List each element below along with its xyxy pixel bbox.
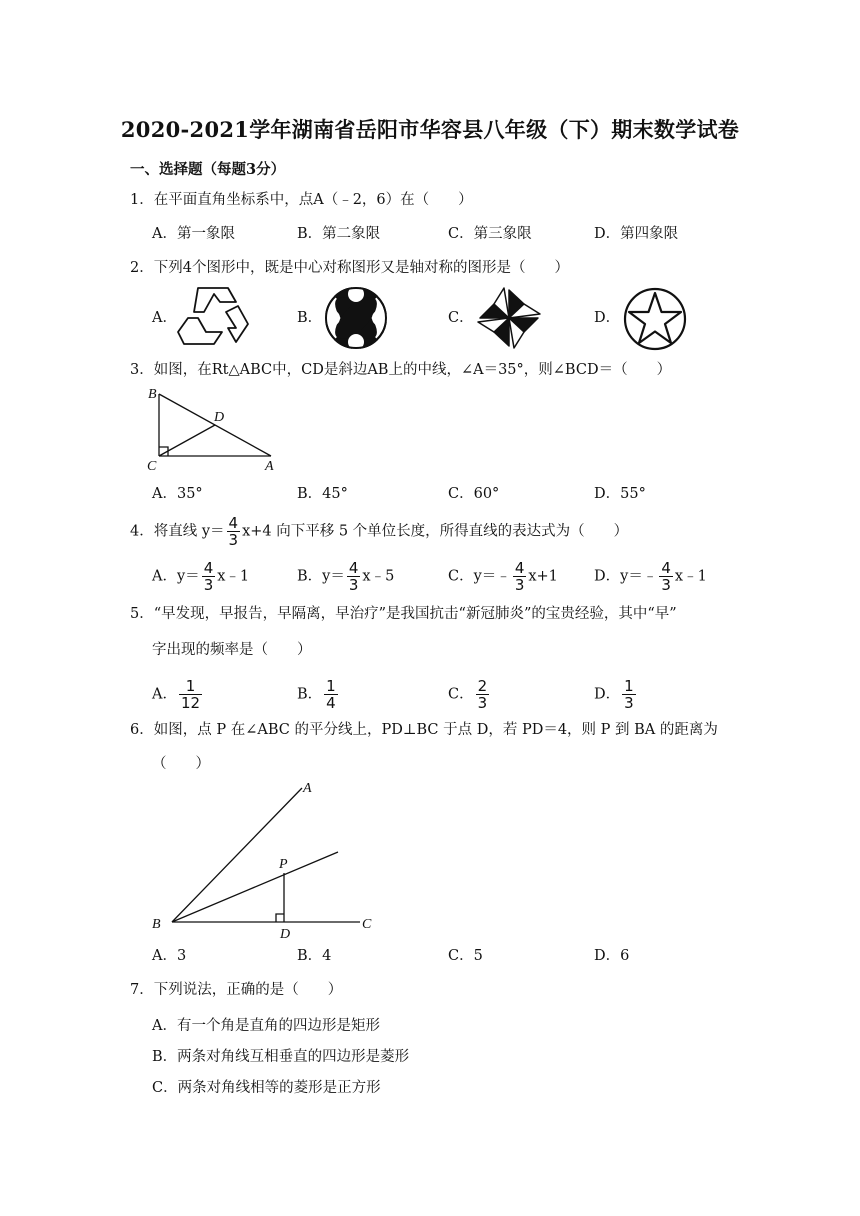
recycle-triangle-figure	[176, 284, 252, 348]
angle-label-p: P	[279, 857, 288, 872]
question-4-option-b: B．y＝ $\frac{4}{3}$ x﹣5	[297, 559, 395, 594]
angle-label-d: D	[280, 927, 291, 942]
triangle-label-a: A	[265, 459, 274, 474]
question-2-label-d: D．	[594, 310, 621, 326]
question-5-option-d: D． $\frac{1}{3}$	[594, 677, 634, 712]
question-4-option-d: D．y＝﹣ $\frac{4}{3}$ x﹣1	[594, 559, 707, 594]
question-4-option-c: C．y＝﹣ $\frac{4}{3}$ x+1	[448, 559, 558, 594]
fraction-numerator: 4	[228, 514, 239, 532]
question-5-line1: 5．“早发现，早报告，早隔离，早治疗”是我国抗击“新冠肺炎”的宝贵经验，其中“早”	[130, 606, 677, 622]
circle-petal-figure	[324, 286, 388, 350]
question-4-option-a: A．y＝ $\frac{4}{3}$ x﹣1	[152, 559, 250, 594]
question-1-option-c: C．第三象限	[448, 226, 532, 242]
question-6-line1: 6．如图，点 P 在∠ABC 的平分线上，PD⊥BC 于点 D，若 PD＝4，则 P 到 BA 的距离为	[130, 722, 718, 738]
question-7-text: 7．下列说法，正确的是（ ）	[130, 982, 343, 998]
angle-bisector-figure	[140, 776, 390, 942]
star-in-circle-figure	[622, 286, 688, 352]
question-1-text: 1．在平面直角坐标系中，点A（﹣2，6）在（ ）	[130, 192, 473, 208]
question-5-option-c: C． $\frac{2}{3}$	[448, 677, 488, 712]
question-2-text: 2．下列4个图形中，既是中心对称图形又是轴对称的图形是（ ）	[130, 260, 569, 276]
triangle-label-d: D	[214, 410, 225, 425]
question-7-option-a: A．有一个角是直角的四边形是矩形	[152, 1018, 380, 1034]
angle-label-c: C	[362, 917, 372, 932]
question-3-text: 3．如图，在Rt△ABC中，CD是斜边AB上的中线，∠A＝35°，则∠BCD＝（ ）	[130, 362, 672, 378]
question-1-option-b: B．第二象限	[297, 226, 381, 242]
question-4-text	[130, 515, 628, 548]
question-1-option-d: D．第四象限	[594, 226, 679, 242]
right-triangle-figure	[144, 384, 284, 474]
question-7-option-b: B．两条对角线互相垂直的四边形是菱形	[152, 1049, 410, 1065]
fraction-denominator: 3	[228, 531, 239, 549]
pinwheel-figure	[474, 286, 544, 350]
question-5-option-b: B． $\frac{1}{4}$	[297, 677, 336, 712]
question-6-option-a: A．3	[152, 948, 187, 964]
question-3-option-d: D．55°	[594, 486, 646, 502]
question-2-label-b: B．	[297, 310, 323, 326]
question-4-pre: 4．将直线 y＝	[130, 523, 225, 540]
section-heading: 一、选择题（每题3分）	[130, 161, 286, 178]
triangle-label-b: B	[148, 387, 157, 402]
question-2-label-a: A．	[152, 310, 177, 326]
angle-label-a: A	[303, 781, 312, 796]
question-3-option-a: A．35°	[152, 486, 203, 502]
question-6-line2: （ ）	[152, 756, 210, 772]
triangle-label-c: C	[147, 459, 157, 474]
angle-label-b: B	[152, 917, 161, 932]
question-4-fraction	[227, 515, 241, 548]
question-3-option-b: B．45°	[297, 486, 348, 502]
question-7-option-c: C．两条对角线相等的菱形是正方形	[152, 1080, 381, 1096]
question-4-post: x+4 向下平移 5 个单位长度，所得直线的表达式为（ ）	[242, 523, 629, 540]
question-2-label-c: C．	[448, 310, 474, 326]
question-1-option-a: A．第一象限	[152, 226, 235, 242]
question-5-option-a: A． $\frac{1}{12}$	[152, 677, 201, 712]
question-6-option-b: B．4	[297, 948, 332, 964]
question-6-option-c: C．5	[448, 948, 483, 964]
question-3-option-c: C．60°	[448, 486, 500, 502]
page-title: 2020-2021学年湖南省岳阳市华容县八年级（下）期末数学试卷	[120, 117, 740, 142]
question-6-option-d: D．6	[594, 948, 630, 964]
question-5-line2: 字出现的频率是（ ）	[152, 642, 312, 658]
